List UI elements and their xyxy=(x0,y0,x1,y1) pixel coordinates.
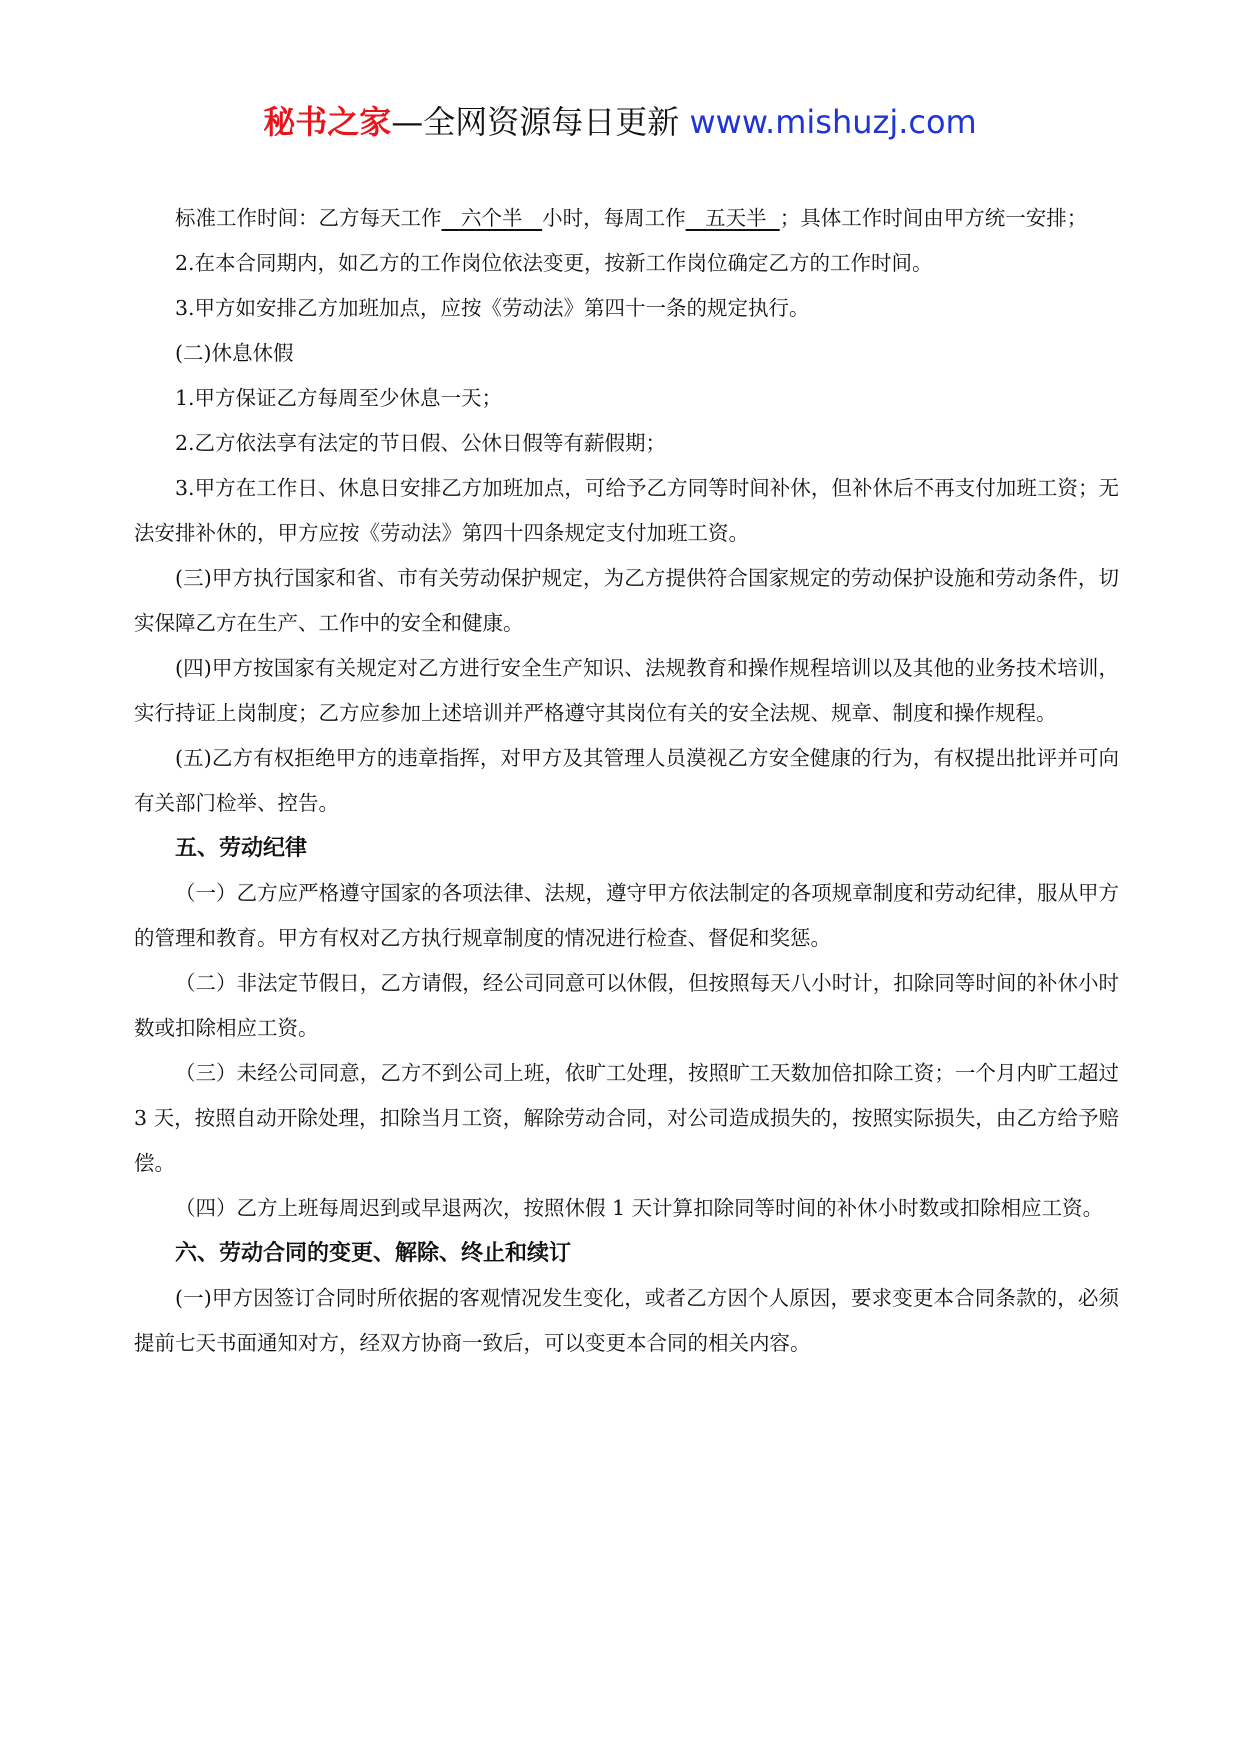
subsection-heading: (二)休息休假 xyxy=(175,341,294,365)
section-title-contract-changes: 六、劳动合同的变更、解除、终止和续订 xyxy=(175,1241,572,1266)
paragraph: （二）非法定节假日，乙方请假，经公司同意可以休假，但按照每天八小时计，扣除同等时间的补休小时数或扣除相应工资。 xyxy=(134,971,1119,1040)
paragraph: (五)乙方有权拒绝甲方的违章指挥，对甲方及其管理人员漠视乙方安全健康的行为，有权提出批评并可向有关部门检举、控告。 xyxy=(134,746,1119,815)
paragraph: （三）未经公司同意，乙方不到公司上班，依旷工处理，按照旷工天数加倍扣除工资；一个月内旷工超过 3 天，按照自动开除处理，扣除当月工资，解除劳动合同，对公司造成损失的，按照实际损失，由乙方给予赔偿。 xyxy=(134,1061,1119,1175)
paragraph: (三)甲方执行国家和省、市有关劳动保护规定，为乙方提供符合国家规定的劳动保护设施和劳动条件，切实保障乙方在生产、工作中的安全和健康。 xyxy=(134,566,1119,635)
paragraph: (一)甲方因签订合同时所依据的客观情况发生变化，或者乙方因个人原因，要求变更本合同条款的，必须提前七天书面通知对方，经双方协商一致后，可以变更本合同的相关内容。 xyxy=(134,1286,1119,1355)
daily-hours-field: 六个半 xyxy=(441,206,543,230)
paragraph: 1.甲方保证乙方每周至少休息一天； xyxy=(175,386,503,410)
paragraph: 3.甲方在工作日、休息日安排乙方加班加点，可给予乙方同等时间补休，但补休后不再支付加班工资；无法安排补休的，甲方应按《劳动法》第四十四条规定支付加班工资。 xyxy=(134,476,1119,545)
work-time-prefix: 标准工作时间：乙方每天工作 xyxy=(175,206,442,230)
paragraph: 3.甲方如安排乙方加班加点，应按《劳动法》第四十一条的规定执行。 xyxy=(175,296,810,320)
work-time-paragraph xyxy=(134,196,1119,241)
work-time-suffix: ；具体工作时间由甲方统一安排； xyxy=(779,206,1088,230)
site-url-link[interactable]: www.mishuzj.com xyxy=(689,103,977,141)
section-title-labor-discipline: 五、劳动纪律 xyxy=(175,836,308,861)
weekly-days-field: 五天半 xyxy=(685,206,780,230)
paragraph: （四）乙方上班每周迟到或早退两次，按照休假 1 天计算扣除同等时间的补休小时数或扣除相应工资。 xyxy=(175,1196,1104,1220)
paragraph: 2.在本合同期内，如乙方的工作岗位依法变更，按新工作岗位确定乙方的工作时间。 xyxy=(175,251,933,275)
contract-body xyxy=(134,196,1119,1366)
paragraph: （一）乙方应严格遵守国家的各项法律、法规，遵守甲方依法制定的各项规章制度和劳动纪律，服从甲方的管理和教育。甲方有权对乙方执行规章制度的情况进行检查、督促和奖惩。 xyxy=(134,881,1119,950)
site-header xyxy=(0,100,1240,144)
paragraph: 2.乙方依法享有法定的节日假、公休日假等有薪假期； xyxy=(175,431,667,455)
header-slogan: —全网资源每日更新 xyxy=(391,103,690,141)
work-time-mid: 小时，每周工作 xyxy=(542,206,686,230)
paragraph: (四)甲方按国家有关规定对乙方进行安全生产知识、法规教育和操作规程培训以及其他的业务技术培训，实行持证上岗制度；乙方应参加上述培训并严格遵守其岗位有关的安全法规、规章、制度和操作规程。 xyxy=(134,656,1119,725)
brand-name: 秘书之家 xyxy=(263,103,392,141)
